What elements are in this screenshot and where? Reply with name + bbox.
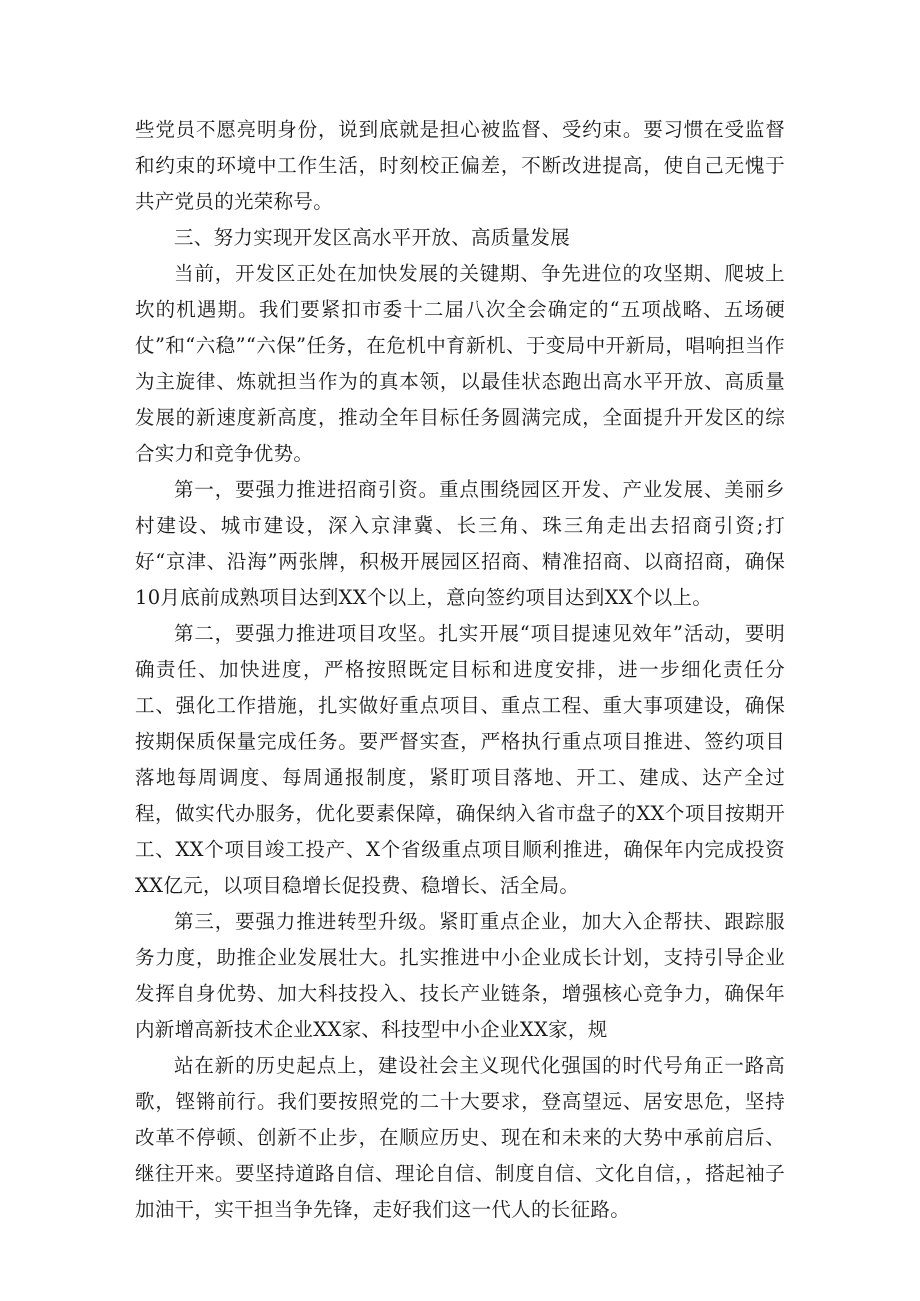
document-body	[135, 112, 785, 1228]
paragraph-2: 当前，开发区正处在加快发展的关键期、争先进位的攻坚期、爬坡上坎的机遇期。我们要紧扣市委十二届八次全会确定的“五项战略、五场硬仗”和“六稳”“六保”任务，在危机中育新机、于变局中开新局，唱响担当作为主旋律、炼就担当作为的真本领，以最佳状态跑出高水平开放、高质量发展的新速度新高度，推动全年目标任务圆满完成，全面提升开发区的综合实力和竞争优势。	[135, 262, 785, 465]
paragraph-6: 站在新的历史起点上，建设社会主义现代化强国的时代号角正一路高歌，铿锵前行。我们要按照党的二十大要求，登高望远、居安思危，坚持改革不停顿、创新不止步，在顺应历史、现在和未来的大势中承前启后、继往开来。要坚持道路自信、理论自信、制度自信、文化自信，，搭起袖子加油干，实干担当争先锋，走好我们这一代人的长征路。	[135, 1054, 785, 1221]
paragraph-1: 些党员不愿亮明身份，说到底就是担心被监督、受约束。要习惯在受监督和约束的环境中工作生活，时刻校正偏差，不断改进提高，使自己无愧于共产党员的光荣称号。	[135, 118, 785, 213]
paragraph-3: 第一，要强力推进招商引资。重点围绕园区开发、产业发展、美丽乡村建设、城市建设，深入京津冀、长三角、珠三角走出去招商引资;打好“京津、沿海”两张牌，积极开展园区招商、精准招商、以商招商，确保10月底前成熟项目达到XX个以上，意向签约项目达到XX个以上。	[135, 478, 785, 609]
paragraph-5: 第三，要强力推进转型升级。紧盯重点企业，加大入企帮扶、跟踪服务力度，助推企业发展壮大。扎实推进中小企业成长计划，支持引导企业发挥自身优势、加大科技投入、技长产业链条，增强核心竞争力，确保年内新增高新技术企业XX家、科技型中小企业XX家，规	[135, 910, 785, 1041]
section-heading-3: 三、努力实现开发区高水平开放、高质量发展	[174, 226, 571, 249]
paragraph-4: 第二，要强力推进项目攻坚。扎实开展“项目提速见效年”活动，要明确责任、加快进度，严格按照既定目标和进度安排，进一步细化责任分工、强化工作措施，扎实做好重点项目、重点工程、重大事项建设，确保按期保质保量完成任务。要严督实查，严格执行重点项目推进、签约项目落地每周调度、每周通报制度，紧盯项目落地、开工、建成、达产全过程，做实代办服务，优化要素保障，确保纳入省市盘子的XX个项目按期开工、XX个项目竣工投产、X个省级重点项目顺利推进，确保年内完成投资XX亿元，以项目稳增长促投费、稳增长、活全局。	[135, 622, 785, 897]
